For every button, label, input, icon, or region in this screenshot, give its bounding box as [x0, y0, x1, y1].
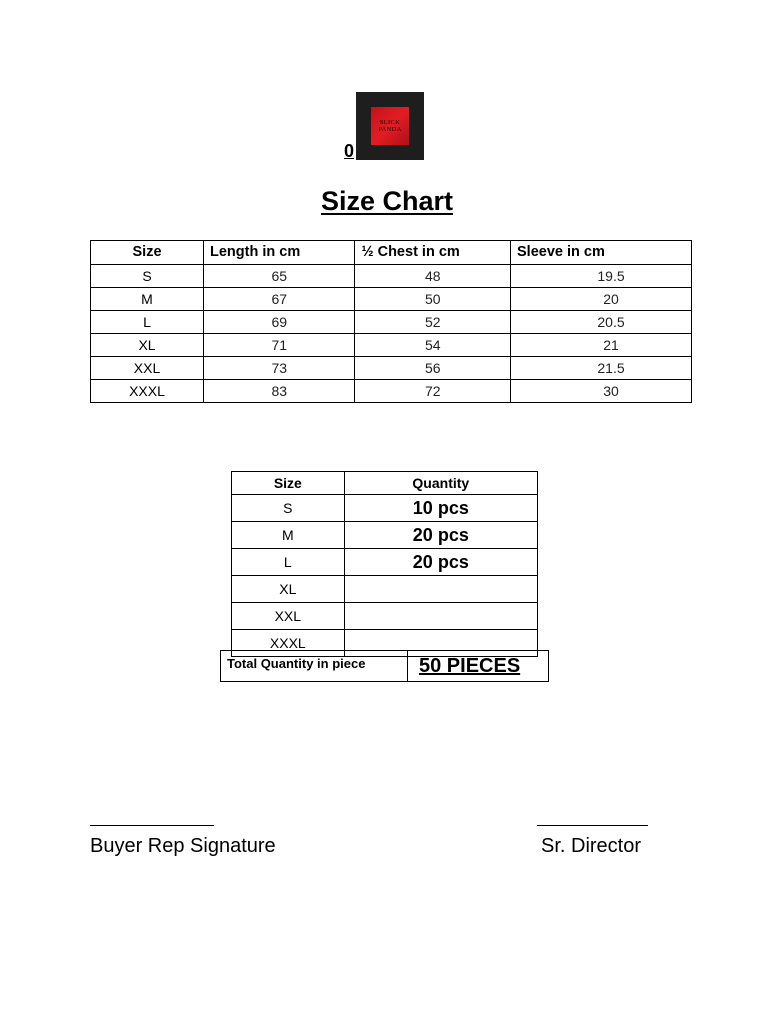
cell-chest: 50: [355, 288, 511, 311]
cell-quantity: 20 pcs: [344, 522, 537, 549]
table-row: [232, 603, 538, 630]
logo-text-line2: PANDA: [378, 126, 402, 133]
cell-size: L: [91, 311, 204, 334]
cell-length: 73: [204, 357, 355, 380]
cell-size: S: [232, 495, 345, 522]
brand-logo: [356, 92, 424, 160]
column-header-quantity: Quantity: [344, 472, 537, 495]
size-chart-header-row: [91, 241, 692, 265]
cell-quantity: 10 pcs: [344, 495, 537, 522]
cell-chest: 48: [355, 265, 511, 288]
cell-sleeve: 30: [511, 380, 692, 403]
column-header-size: Size: [232, 472, 345, 495]
cell-chest: 56: [355, 357, 511, 380]
cell-quantity: 20 pcs: [344, 549, 537, 576]
cell-sleeve: 19.5: [511, 265, 692, 288]
table-row: [91, 288, 692, 311]
table-row: [232, 522, 538, 549]
cell-length: 83: [204, 380, 355, 403]
buyer-signature-label: Buyer Rep Signature: [90, 835, 276, 857]
director-signature-label: Sr. Director: [541, 835, 642, 857]
cell-sleeve: 21: [511, 334, 692, 357]
cell-size: XL: [232, 576, 345, 603]
cell-chest: 54: [355, 334, 511, 357]
cell-size: XXXL: [91, 380, 204, 403]
cell-length: 65: [204, 265, 355, 288]
cell-chest: 72: [355, 380, 511, 403]
table-row: [232, 576, 538, 603]
page-number: 0: [344, 141, 355, 161]
cell-size: XL: [91, 334, 204, 357]
column-header-size: Size: [91, 241, 204, 265]
cell-size: S: [91, 265, 204, 288]
quantity-header-row: [232, 472, 538, 495]
cell-size: XXXL: [232, 630, 345, 657]
table-row: [232, 495, 538, 522]
cell-size: XXL: [91, 357, 204, 380]
cell-sleeve: 20.5: [511, 311, 692, 334]
brand-logo-mark: [371, 107, 409, 145]
cell-length: 71: [204, 334, 355, 357]
total-quantity-value: 50 PIECES: [419, 655, 521, 677]
page-title: Size Chart: [320, 186, 454, 216]
size-chart-table: [90, 240, 692, 403]
column-header-chest: ½ Chest in cm: [355, 241, 511, 265]
table-row: [232, 549, 538, 576]
buyer-signature-line: [90, 825, 214, 826]
total-divider: [407, 651, 408, 682]
cell-size: L: [232, 549, 345, 576]
cell-chest: 52: [355, 311, 511, 334]
cell-size: M: [232, 522, 345, 549]
cell-sleeve: 21.5: [511, 357, 692, 380]
cell-quantity: [344, 576, 537, 603]
director-signature-line: [537, 825, 648, 826]
column-header-length: Length in cm: [204, 241, 355, 265]
cell-length: 67: [204, 288, 355, 311]
table-row: [91, 334, 692, 357]
table-row: [91, 380, 692, 403]
cell-size: M: [91, 288, 204, 311]
table-row: [91, 265, 692, 288]
logo-text-line1: SLICK: [379, 119, 401, 126]
cell-sleeve: 20: [511, 288, 692, 311]
column-header-sleeve: Sleeve in cm: [511, 241, 692, 265]
table-row: [91, 311, 692, 334]
quantity-table: [231, 471, 538, 657]
cell-length: 69: [204, 311, 355, 334]
cell-size: XXL: [232, 603, 345, 630]
total-quantity-row: [220, 650, 549, 682]
total-quantity-label: Total Quantity in piece: [227, 656, 366, 671]
table-row: [91, 357, 692, 380]
cell-quantity: [344, 603, 537, 630]
